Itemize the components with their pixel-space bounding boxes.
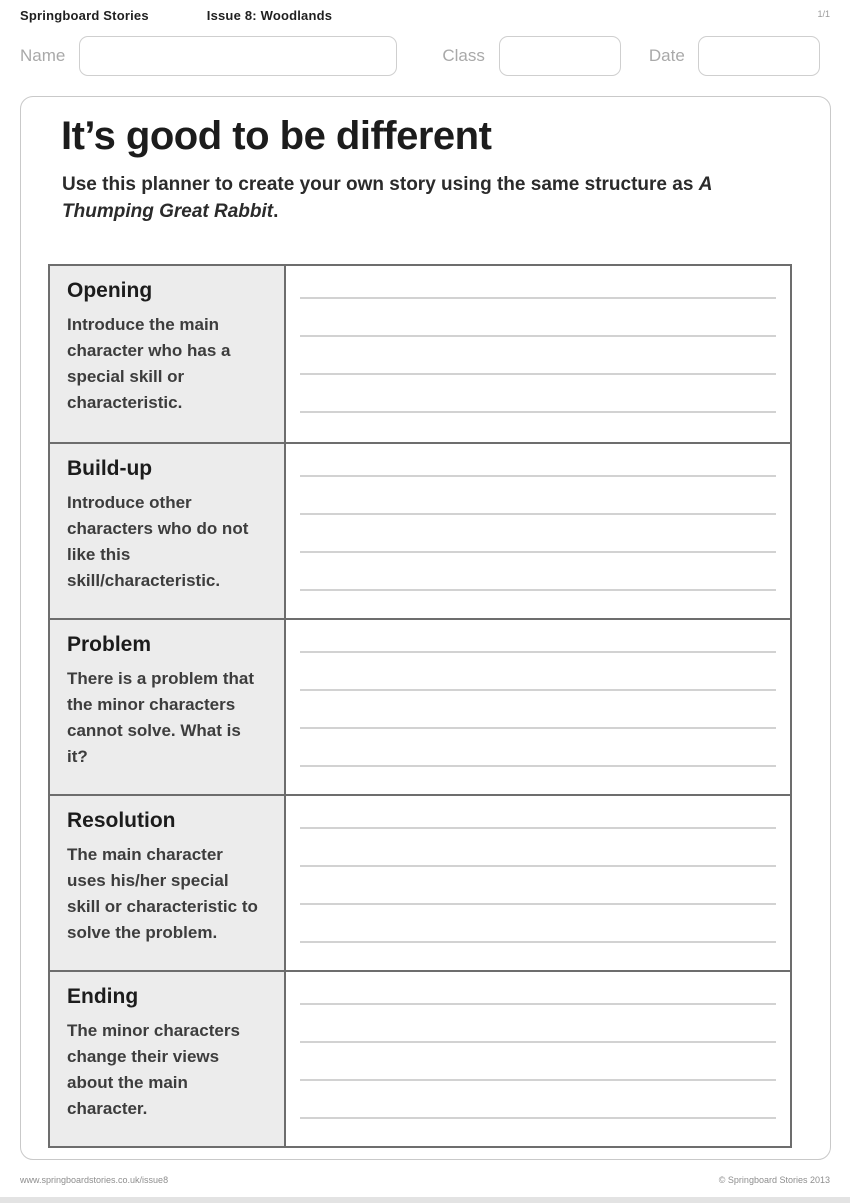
brand-name: Springboard Stories: [20, 8, 149, 23]
page-title: It’s good to be different: [61, 114, 492, 158]
instructions: [62, 171, 770, 225]
writing-line: [300, 972, 776, 1005]
answer-area[interactable]: [286, 972, 790, 1146]
prompt-cell: [50, 796, 286, 970]
instructions-period: .: [273, 201, 279, 222]
row-description: Introduce the main character who has a special skill or characteristic.: [67, 315, 231, 412]
answer-area[interactable]: [286, 444, 790, 618]
student-info-row: [0, 36, 850, 76]
writing-line: [300, 620, 776, 653]
row-heading: Problem: [67, 633, 152, 656]
prompt-cell: [50, 972, 286, 1146]
writing-line: [300, 375, 776, 413]
writing-line: [300, 337, 776, 375]
table-row-ending: [50, 970, 790, 1146]
story-planner-table: [48, 264, 792, 1148]
writing-line: [300, 867, 776, 905]
prompt-cell: [50, 620, 286, 794]
name-label: Name: [20, 46, 66, 65]
writing-line: [300, 1043, 776, 1081]
class-label: Class: [442, 46, 485, 65]
row-heading: Resolution: [67, 809, 176, 832]
writing-line: [300, 477, 776, 515]
row-description: There is a problem that the minor characters cannot solve. What is it?: [67, 669, 255, 766]
writing-line: [300, 829, 776, 867]
writing-line: [300, 1081, 776, 1119]
writing-line: [300, 729, 776, 767]
name-field[interactable]: [79, 36, 397, 76]
writing-line: [300, 653, 776, 691]
page-footer: [20, 1175, 830, 1185]
row-heading: Opening: [67, 279, 153, 302]
table-row-opening: [50, 266, 790, 442]
writing-line: [300, 905, 776, 943]
writing-line: [300, 796, 776, 829]
prompt-cell: [50, 266, 286, 442]
table-row-build-up: [50, 442, 790, 618]
answer-area[interactable]: [286, 796, 790, 970]
footer-url: www.springboardstories.co.uk/issue8: [20, 1175, 169, 1185]
worksheet-panel: [20, 96, 831, 1160]
top-meta-bar: [0, 0, 850, 23]
date-field[interactable]: [698, 36, 820, 76]
writing-line: [300, 553, 776, 591]
footer-copyright: © Springboard Stories 2013: [718, 1175, 830, 1185]
class-field[interactable]: [499, 36, 621, 76]
row-heading: Ending: [67, 985, 139, 1008]
table-row-resolution: [50, 794, 790, 970]
row-description: Introduce other characters who do not like this skill/characteristic.: [67, 493, 249, 590]
prompt-cell: [50, 444, 286, 618]
answer-area[interactable]: [286, 266, 790, 442]
page-edge-shadow: [0, 1197, 850, 1203]
writing-line: [300, 1005, 776, 1043]
row-description: The minor characters change their views about the main character.: [67, 1021, 240, 1118]
table-row-problem: [50, 618, 790, 794]
book-title: A Thumping Great Rabbit: [62, 174, 712, 222]
row-heading: Build-up: [67, 457, 153, 480]
issue-title: Issue 8: Woodlands: [206, 8, 333, 23]
answer-area[interactable]: [286, 620, 790, 794]
writing-line: [300, 266, 776, 299]
writing-line: [300, 444, 776, 477]
date-label: Date: [648, 46, 685, 65]
writing-line: [300, 691, 776, 729]
writing-line: [300, 515, 776, 553]
row-description: The main character uses his/her special skill or characteristic to solve the problem.: [67, 845, 258, 942]
instructions-intro: Use this planner to create your own story using the same structure as: [62, 174, 694, 195]
writing-line: [300, 299, 776, 337]
page-indicator: 1/1: [817, 9, 830, 19]
